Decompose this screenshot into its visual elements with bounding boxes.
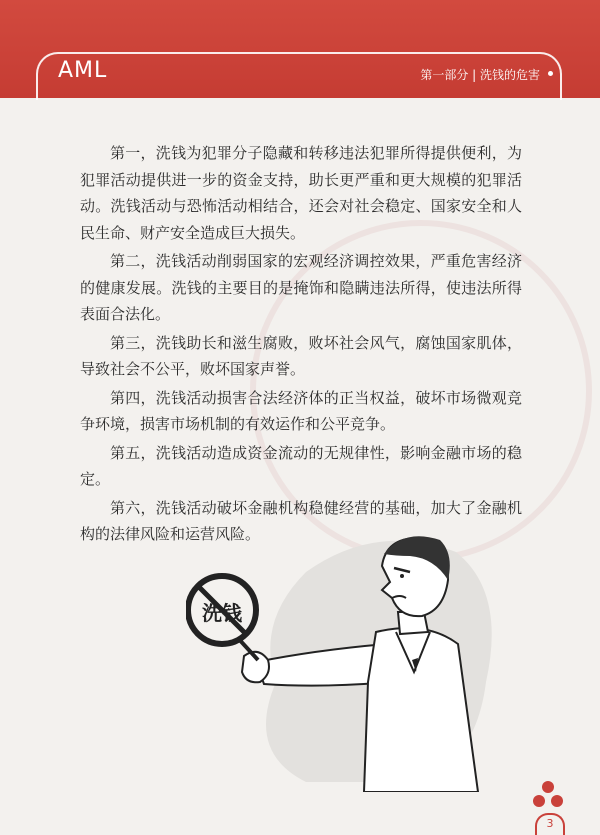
body-text <box>80 140 522 550</box>
page-number: 3 <box>535 813 565 835</box>
sign-label: 洗钱 <box>202 601 242 625</box>
paragraph-5: 第五，洗钱活动造成资金流动的无规律性，影响金融市场的稳定。 <box>80 443 522 488</box>
corner-logo-icon <box>528 775 568 815</box>
brand-title: AML <box>58 58 108 83</box>
paragraph-1: 第一，洗钱为犯罪分子隐藏和转移违法犯罪所得提供便利，为犯罪活动提供进一步的资金支持，助长更严重和更大规模的犯罪活动。洗钱活动与恐怖活动相结合，还会对社会稳定、国家安全和人民生命、财产安全造成巨大损失。 <box>80 144 522 242</box>
paragraph-3: 第三，洗钱助长和滋生腐败，败坏社会风气，腐蚀国家肌体，导致社会不公平，败坏国家声誉。 <box>80 333 522 378</box>
paragraph-2: 第二，洗钱活动削弱国家的宏观经济调控效果，严重危害经济的健康发展。洗钱的主要目的是掩饰和隐瞒违法所得，使违法所得表面合法化。 <box>80 252 522 323</box>
section-title: 第一部分 | 洗钱的危害 <box>420 68 540 82</box>
paragraph-4: 第四，洗钱活动损害合法经济体的正当权益，破坏市场微观竞争环境，损害市场机制的有效运作和公平竞争。 <box>80 388 522 433</box>
page-header <box>0 0 600 98</box>
paragraph-6: 第六，洗钱活动破坏金融机构稳健经营的基础，加大了金融机构的法律风险和运营风险。 <box>80 498 522 543</box>
man-holding-sign-illustration <box>186 532 496 792</box>
header-bullet <box>548 71 553 76</box>
